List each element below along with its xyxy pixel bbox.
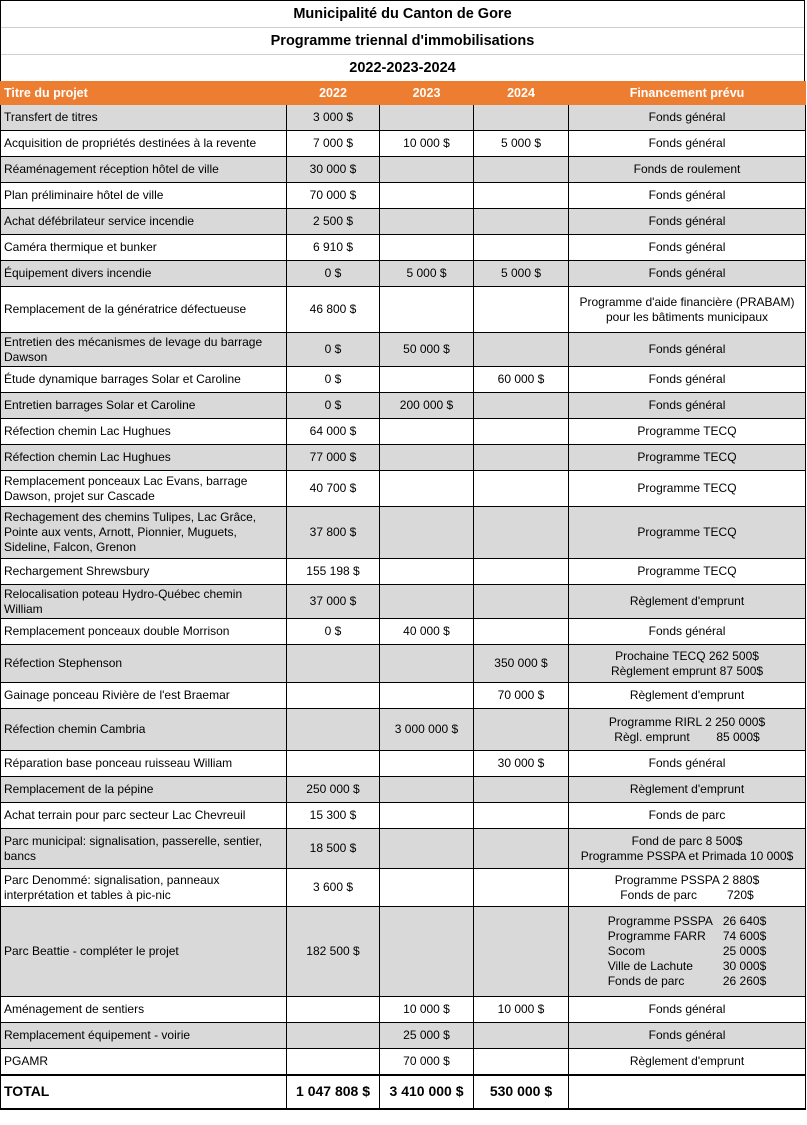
amount-2024-cell xyxy=(474,393,569,419)
col-header-2024: 2024 xyxy=(474,82,569,105)
project-title-cell: Acquisition de propriétés destinées à la revente xyxy=(1,131,287,157)
project-title-cell: Entretien barrages Solar et Caroline xyxy=(1,393,287,419)
amount-2024-cell xyxy=(474,709,569,751)
financing-line: Fonds de parc xyxy=(648,808,726,822)
amount-2023-cell xyxy=(380,235,474,261)
financing-amount: 30 000$ xyxy=(722,959,767,973)
financing-cell xyxy=(569,261,806,287)
table-row xyxy=(1,261,806,287)
project-title-cell: Remplacement de la génératrice défectueuse xyxy=(1,287,287,333)
amount-2022-cell: 3 000 $ xyxy=(287,105,380,131)
project-title-cell: Rechagement des chemins Tulipes, Lac Grâce, Pointe aux vents, Arnott, Pionnier, Muguets, Sideline, Falcon, Grenon xyxy=(1,507,287,559)
amount-2022-cell: 182 500 $ xyxy=(287,907,380,997)
financing-line: Règlement d'emprunt xyxy=(629,688,745,702)
amount-2024-cell xyxy=(474,333,569,367)
financing-cell xyxy=(569,585,806,619)
amount-2022-cell: 0 $ xyxy=(287,333,380,367)
project-title-cell: Parc Beattie - compléter le projet xyxy=(1,907,287,997)
financing-amount: 26 260$ xyxy=(722,974,767,988)
financing-cell xyxy=(569,367,806,393)
total-financing-empty xyxy=(569,1075,806,1109)
amount-2022-cell: 0 $ xyxy=(287,619,380,645)
financing-line: Fonds général xyxy=(648,266,726,280)
amount-2024-cell xyxy=(474,157,569,183)
amount-2022-cell: 64 000 $ xyxy=(287,419,380,445)
table-row xyxy=(1,209,806,235)
amount-2022-cell: 155 198 $ xyxy=(287,559,380,585)
financing-cell xyxy=(569,333,806,367)
financing-line: Programme TECQ xyxy=(637,564,737,578)
amount-2022-cell xyxy=(287,645,380,683)
total-2022: 1 047 808 $ xyxy=(287,1075,380,1109)
table-row xyxy=(1,683,806,709)
amount-2023-cell: 5 000 $ xyxy=(380,261,474,287)
col-header-2023: 2023 xyxy=(380,82,474,105)
financing-line: Fond de parc 8 500$ xyxy=(631,833,743,848)
table-row xyxy=(1,105,806,131)
financing-cell xyxy=(569,209,806,235)
table-row xyxy=(1,131,806,157)
amount-2024-cell: 70 000 $ xyxy=(474,683,569,709)
amount-2024-cell xyxy=(474,105,569,131)
project-title-cell: Gainage ponceau Rivière de l'est Braemar xyxy=(1,683,287,709)
amount-2024-cell xyxy=(474,507,569,559)
financing-cell xyxy=(569,183,806,209)
amount-2023-cell xyxy=(380,105,474,131)
financing-line: Programme PSSPA et Primada 10 000$ xyxy=(580,848,794,863)
amount-2024-cell: 60 000 $ xyxy=(474,367,569,393)
header-row xyxy=(1,82,806,105)
financing-line: Fonds général xyxy=(648,188,726,202)
amount-2022-cell: 0 $ xyxy=(287,393,380,419)
financing-cell xyxy=(569,997,806,1023)
amount-2023-cell: 25 000 $ xyxy=(380,1023,474,1049)
project-title-cell: Équipement divers incendie xyxy=(1,261,287,287)
financing-line: Fonds général xyxy=(648,214,726,228)
amount-2022-cell: 18 500 $ xyxy=(287,829,380,869)
total-2024: 530 000 $ xyxy=(474,1075,569,1109)
amount-2023-cell xyxy=(380,559,474,585)
amount-2023-cell xyxy=(380,645,474,683)
financing-line: pour les bâtiments municipaux xyxy=(605,309,769,324)
financing-cell xyxy=(569,619,806,645)
table-row xyxy=(1,619,806,645)
amount-2022-cell: 30 000 $ xyxy=(287,157,380,183)
table-row xyxy=(1,333,806,367)
financing-cell xyxy=(569,559,806,585)
amount-2023-cell xyxy=(380,157,474,183)
financing-line: Règlement d'emprunt xyxy=(629,782,745,796)
amount-2024-cell xyxy=(474,419,569,445)
table-row xyxy=(1,1049,806,1075)
financing-cell xyxy=(569,869,806,907)
financing-cell xyxy=(569,907,806,997)
financing-cell xyxy=(569,131,806,157)
financing-amount: 26 640$ xyxy=(722,914,767,928)
table-row xyxy=(1,471,806,507)
amount-2023-cell: 3 000 000 $ xyxy=(380,709,474,751)
project-title-cell: Remplacement ponceaux double Morrison xyxy=(1,619,287,645)
financing-line: Fonds général xyxy=(648,342,726,356)
table-row xyxy=(1,829,806,869)
amount-2022-cell xyxy=(287,751,380,777)
amount-2024-cell xyxy=(474,183,569,209)
project-title-cell: Étude dynamique barrages Solar et Caroline xyxy=(1,367,287,393)
table-row xyxy=(1,997,806,1023)
financing-line: Fonds général xyxy=(648,398,726,412)
amount-2024-cell xyxy=(474,1023,569,1049)
amount-2023-cell: 10 000 $ xyxy=(380,131,474,157)
program-title: Programme triennal d'immobilisations xyxy=(1,28,804,55)
financing-cell xyxy=(569,471,806,507)
amount-2022-cell: 40 700 $ xyxy=(287,471,380,507)
amount-2023-cell xyxy=(380,507,474,559)
amount-2022-cell: 2 500 $ xyxy=(287,209,380,235)
financing-cell xyxy=(569,709,806,751)
amount-2023-cell xyxy=(380,183,474,209)
total-label: TOTAL xyxy=(1,1075,287,1109)
col-header-project: Titre du projet xyxy=(1,82,287,105)
project-title-cell: Rechargement Shrewsbury xyxy=(1,559,287,585)
financing-cell xyxy=(569,1049,806,1075)
financing-line: Programme TECQ xyxy=(637,525,737,539)
amount-2022-cell xyxy=(287,1023,380,1049)
table-row xyxy=(1,907,806,997)
project-title-cell: Achat terrain pour parc secteur Lac Chevreuil xyxy=(1,803,287,829)
financing-source: Programme PSSPA xyxy=(607,914,713,928)
table-row xyxy=(1,1023,806,1049)
financing-line: Règlement d'emprunt xyxy=(629,594,745,608)
table-row xyxy=(1,367,806,393)
col-header-2022: 2022 xyxy=(287,82,380,105)
financing-line: Règl. emprunt 85 000$ xyxy=(614,729,760,744)
project-title-cell: Aménagement de sentiers xyxy=(1,997,287,1023)
amount-2024-cell: 5 000 $ xyxy=(474,261,569,287)
financing-line: Fonds général xyxy=(648,1028,726,1042)
project-title-cell: Entretien des mécanismes de levage du barrage Dawson xyxy=(1,333,287,367)
table-row xyxy=(1,777,806,803)
table-row xyxy=(1,803,806,829)
amount-2024-cell xyxy=(474,445,569,471)
project-title-cell: Réfection chemin Lac Hughues xyxy=(1,419,287,445)
amount-2022-cell xyxy=(287,683,380,709)
amount-2023-cell xyxy=(380,367,474,393)
amount-2023-cell xyxy=(380,585,474,619)
amount-2022-cell: 7 000 $ xyxy=(287,131,380,157)
amount-2023-cell xyxy=(380,287,474,333)
financing-source: Programme FARR xyxy=(607,929,706,943)
financing-line: Programme PSSPA 2 880$ xyxy=(614,872,760,887)
project-title-cell: Parc Denommé: signalisation, panneaux interprétation et tables à pic-nic xyxy=(1,869,287,907)
amount-2023-cell xyxy=(380,777,474,803)
financing-source: Fonds de parc xyxy=(607,974,685,988)
amount-2024-cell: 350 000 $ xyxy=(474,645,569,683)
financing-line: Fonds général xyxy=(648,624,726,638)
financing-line: Programme TECQ xyxy=(637,481,737,495)
amount-2023-cell xyxy=(380,829,474,869)
table-row xyxy=(1,751,806,777)
amount-2022-cell xyxy=(287,709,380,751)
amount-2024-cell xyxy=(474,829,569,869)
financing-line: Règlement d'emprunt xyxy=(629,1053,745,1068)
financing-cell xyxy=(569,157,806,183)
amount-2024-cell xyxy=(474,471,569,507)
table-row xyxy=(1,585,806,619)
financing-amount: 74 600$ xyxy=(722,929,767,943)
municipality-title: Municipalité du Canton de Gore xyxy=(1,1,804,28)
total-row xyxy=(1,1075,806,1109)
amount-2024-cell xyxy=(474,803,569,829)
project-title-cell: Réparation base ponceau ruisseau William xyxy=(1,751,287,777)
financing-source: Ville de Lachute xyxy=(607,959,693,973)
project-title-cell: Réfection Stephenson xyxy=(1,645,287,683)
financing-line: Fonds général xyxy=(648,240,726,254)
amount-2023-cell xyxy=(380,803,474,829)
table-row xyxy=(1,183,806,209)
financing-breakdown xyxy=(608,914,767,989)
table-row xyxy=(1,393,806,419)
table-row xyxy=(1,419,806,445)
financing-cell xyxy=(569,105,806,131)
project-title-cell: Remplacement équipement - voirie xyxy=(1,1023,287,1049)
total-2023: 3 410 000 $ xyxy=(380,1075,474,1109)
financing-line: Programme d'aide financière (PRABAM) xyxy=(579,294,795,309)
financing-line: Fonds général xyxy=(648,1002,726,1016)
amount-2023-cell xyxy=(380,445,474,471)
amount-2022-cell: 37 800 $ xyxy=(287,507,380,559)
amount-2022-cell: 77 000 $ xyxy=(287,445,380,471)
table-body xyxy=(1,105,806,1109)
financing-cell xyxy=(569,803,806,829)
financing-cell xyxy=(569,393,806,419)
amount-2023-cell xyxy=(380,869,474,907)
financing-cell xyxy=(569,683,806,709)
financing-line: Fonds général xyxy=(648,372,726,386)
financing-cell xyxy=(569,777,806,803)
col-header-financing: Financement prévu xyxy=(569,82,806,105)
amount-2024-cell: 10 000 $ xyxy=(474,997,569,1023)
amount-2024-cell xyxy=(474,585,569,619)
amount-2022-cell: 15 300 $ xyxy=(287,803,380,829)
financing-cell xyxy=(569,645,806,683)
table-row xyxy=(1,559,806,585)
project-title-cell: Remplacement ponceaux Lac Evans, barrage Dawson, projet sur Cascade xyxy=(1,471,287,507)
amount-2022-cell: 3 600 $ xyxy=(287,869,380,907)
financing-line: Règlement emprunt 87 500$ xyxy=(610,663,764,678)
amount-2023-cell xyxy=(380,907,474,997)
amount-2023-cell: 50 000 $ xyxy=(380,333,474,367)
financing-line: Fonds de parc 720$ xyxy=(620,887,754,902)
table-row xyxy=(1,235,806,261)
amount-2024-cell xyxy=(474,1049,569,1075)
amount-2023-cell: 70 000 $ xyxy=(380,1049,474,1075)
financing-line: Fonds général xyxy=(648,136,726,150)
amount-2022-cell: 0 $ xyxy=(287,367,380,393)
amount-2024-cell xyxy=(474,209,569,235)
amount-2024-cell xyxy=(474,869,569,907)
capital-projects-table xyxy=(0,81,806,1110)
project-title-cell: Réaménagement réception hôtel de ville xyxy=(1,157,287,183)
financing-line: Prochaine TECQ 262 500$ xyxy=(615,648,759,663)
table-row xyxy=(1,869,806,907)
project-title-cell: Plan préliminaire hôtel de ville xyxy=(1,183,287,209)
amount-2022-cell: 0 $ xyxy=(287,261,380,287)
table-row xyxy=(1,287,806,333)
amount-2024-cell xyxy=(474,559,569,585)
project-title-cell: Caméra thermique et bunker xyxy=(1,235,287,261)
amount-2022-cell: 250 000 $ xyxy=(287,777,380,803)
table-row xyxy=(1,157,806,183)
amount-2024-cell: 5 000 $ xyxy=(474,131,569,157)
table-row xyxy=(1,507,806,559)
financing-line: Fonds général xyxy=(648,110,726,124)
financing-cell xyxy=(569,287,806,333)
amount-2023-cell: 40 000 $ xyxy=(380,619,474,645)
project-title-cell: Parc municipal: signalisation, passerelle, sentier, bancs xyxy=(1,829,287,869)
financing-line: Fonds général xyxy=(648,756,726,770)
financing-line: Programme TECQ xyxy=(637,450,737,464)
amount-2024-cell xyxy=(474,287,569,333)
financing-line: Fonds de roulement xyxy=(633,162,741,176)
financing-cell xyxy=(569,1023,806,1049)
amount-2022-cell xyxy=(287,1049,380,1075)
project-title-cell: Remplacement de la pépine xyxy=(1,777,287,803)
years-title: 2022-2023-2024 xyxy=(349,60,456,76)
amount-2024-cell xyxy=(474,619,569,645)
amount-2023-cell xyxy=(380,209,474,235)
financing-cell xyxy=(569,235,806,261)
amount-2023-cell xyxy=(380,419,474,445)
amount-2022-cell: 37 000 $ xyxy=(287,585,380,619)
financing-line: Programme TECQ xyxy=(637,424,737,438)
amount-2023-cell xyxy=(380,471,474,507)
amount-2023-cell: 200 000 $ xyxy=(380,393,474,419)
financing-cell xyxy=(569,419,806,445)
project-title-cell: Achat défébrilateur service incendie xyxy=(1,209,287,235)
table-row xyxy=(1,709,806,751)
financing-source: Socom xyxy=(607,944,646,958)
project-title-cell: Transfert de titres xyxy=(1,105,287,131)
project-title-cell: Relocalisation poteau Hydro-Québec chemin William xyxy=(1,585,287,619)
amount-2022-cell: 46 800 $ xyxy=(287,287,380,333)
amount-2023-cell xyxy=(380,751,474,777)
project-title-cell: Réfection chemin Cambria xyxy=(1,709,287,751)
amount-2024-cell xyxy=(474,777,569,803)
amount-2024-cell xyxy=(474,235,569,261)
financing-cell xyxy=(569,829,806,869)
financing-cell xyxy=(569,507,806,559)
amount-2022-cell: 6 910 $ xyxy=(287,235,380,261)
project-title-cell: Réfection chemin Lac Hughues xyxy=(1,445,287,471)
amount-2024-cell: 30 000 $ xyxy=(474,751,569,777)
amount-2022-cell xyxy=(287,997,380,1023)
financing-line: Programme RIRL 2 250 000$ xyxy=(608,714,766,729)
amount-2022-cell: 70 000 $ xyxy=(287,183,380,209)
amount-2023-cell xyxy=(380,683,474,709)
amount-2024-cell xyxy=(474,907,569,997)
title-block xyxy=(0,0,805,81)
project-title-cell: PGAMR xyxy=(1,1049,287,1075)
financing-amount: 25 000$ xyxy=(722,944,767,958)
financing-cell xyxy=(569,751,806,777)
financing-cell xyxy=(569,445,806,471)
table-row xyxy=(1,445,806,471)
amount-2023-cell: 10 000 $ xyxy=(380,997,474,1023)
table-row xyxy=(1,645,806,683)
